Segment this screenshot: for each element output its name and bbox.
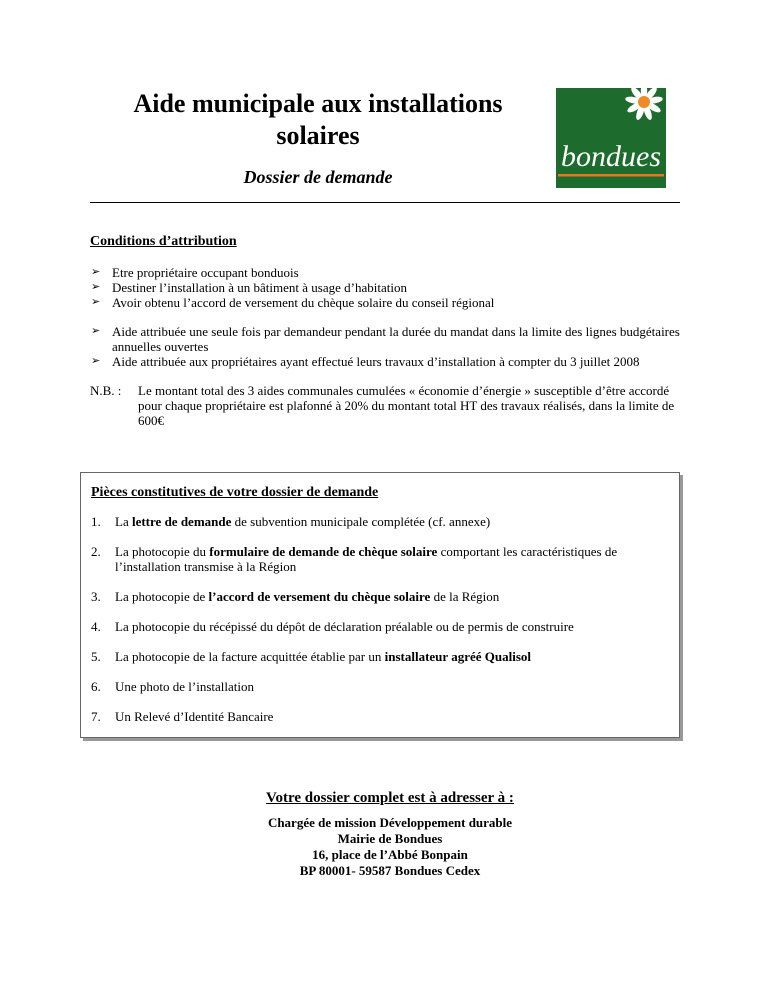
conditions-list-2: [90, 324, 690, 369]
list-item: ➢ Aide attribuée aux propriétaires ayant effectué leurs travaux d’installation à compter du 3 juillet 2008: [91, 354, 640, 369]
list-item: 3. La photocopie de l’accord de versement du chèque solaire de la Région: [91, 589, 500, 604]
address-block: [90, 790, 690, 879]
nota-bene-text: Le montant total des 3 aides communales cumulées « économie d’énergie » susceptible d’être accordé pour chaque propriétaire est plafonné à 20% du montant total HT des travaux réalisés, dans la limite de 600€: [138, 383, 675, 428]
header-divider: [90, 202, 680, 203]
arrow-bullet-icon: ➢: [91, 266, 101, 278]
conditions-section: [90, 234, 690, 428]
title-line-2: solaires: [276, 121, 360, 150]
arrow-bullet-icon: ➢: [91, 281, 101, 293]
list-item: ➢ Avoir obtenu l’accord de versement du chèque solaire du conseil régional: [91, 295, 495, 310]
arrow-bullet-icon: ➢: [91, 325, 101, 337]
pieces-heading: Pièces constitutives de votre dossier de demande: [91, 485, 379, 500]
list-item: 2. La photocopie du formulaire de demande de chèque solaire comportant les caractéristiques de l’installation transmise à la Région: [91, 544, 618, 574]
list-item: 6. Une photo de l’installation: [91, 679, 255, 694]
nota-bene-label: N.B. :: [90, 383, 122, 398]
list-item: 1. La lettre de demande de subvention municipale complétée (cf. annexe): [91, 514, 491, 529]
page-title: [90, 88, 546, 152]
logo-wordmark: bondues: [561, 140, 661, 173]
conditions-heading: Conditions d’attribution: [90, 234, 237, 249]
page-subtitle: Dossier de demande: [243, 167, 393, 187]
address-heading: Votre dossier complet est à adresser à :: [266, 790, 514, 806]
pieces-box: [80, 472, 680, 738]
list-item: 7. Un Relevé d’Identité Bancaire: [91, 709, 274, 724]
arrow-bullet-icon: ➢: [91, 355, 101, 367]
list-item: ➢ Etre propriétaire occupant bonduois: [91, 265, 299, 280]
list-item: ➢ Destiner l’installation à un bâtiment à usage d’habitation: [91, 280, 407, 295]
list-item: 4. La photocopie du récépissé du dépôt de déclaration préalable ou de permis de construire: [91, 619, 574, 634]
address-line: BP 80001- 59587 Bondues Cedex: [299, 863, 481, 878]
address-line: 16, place de l’Abbé Bonpain: [312, 847, 468, 862]
nota-bene: [90, 383, 690, 428]
title-line-1: Aide municipale aux installations: [133, 89, 503, 118]
pieces-list: [91, 514, 669, 724]
arrow-bullet-icon: ➢: [91, 296, 101, 308]
address-line: Mairie de Bondues: [337, 831, 443, 846]
title-block: [90, 88, 546, 188]
conditions-list-1: [90, 265, 690, 310]
address-line: Chargée de mission Développement durable: [267, 815, 513, 830]
bondues-logo: [556, 88, 666, 188]
list-item: 5. La photocopie de la facture acquittée établie par un installateur agréé Qualisol: [91, 649, 531, 664]
list-item: ➢ Aide attribuée une seule fois par demandeur pendant la durée du mandat dans la limite des lignes budgétaires annuelles ouvertes: [91, 324, 680, 354]
